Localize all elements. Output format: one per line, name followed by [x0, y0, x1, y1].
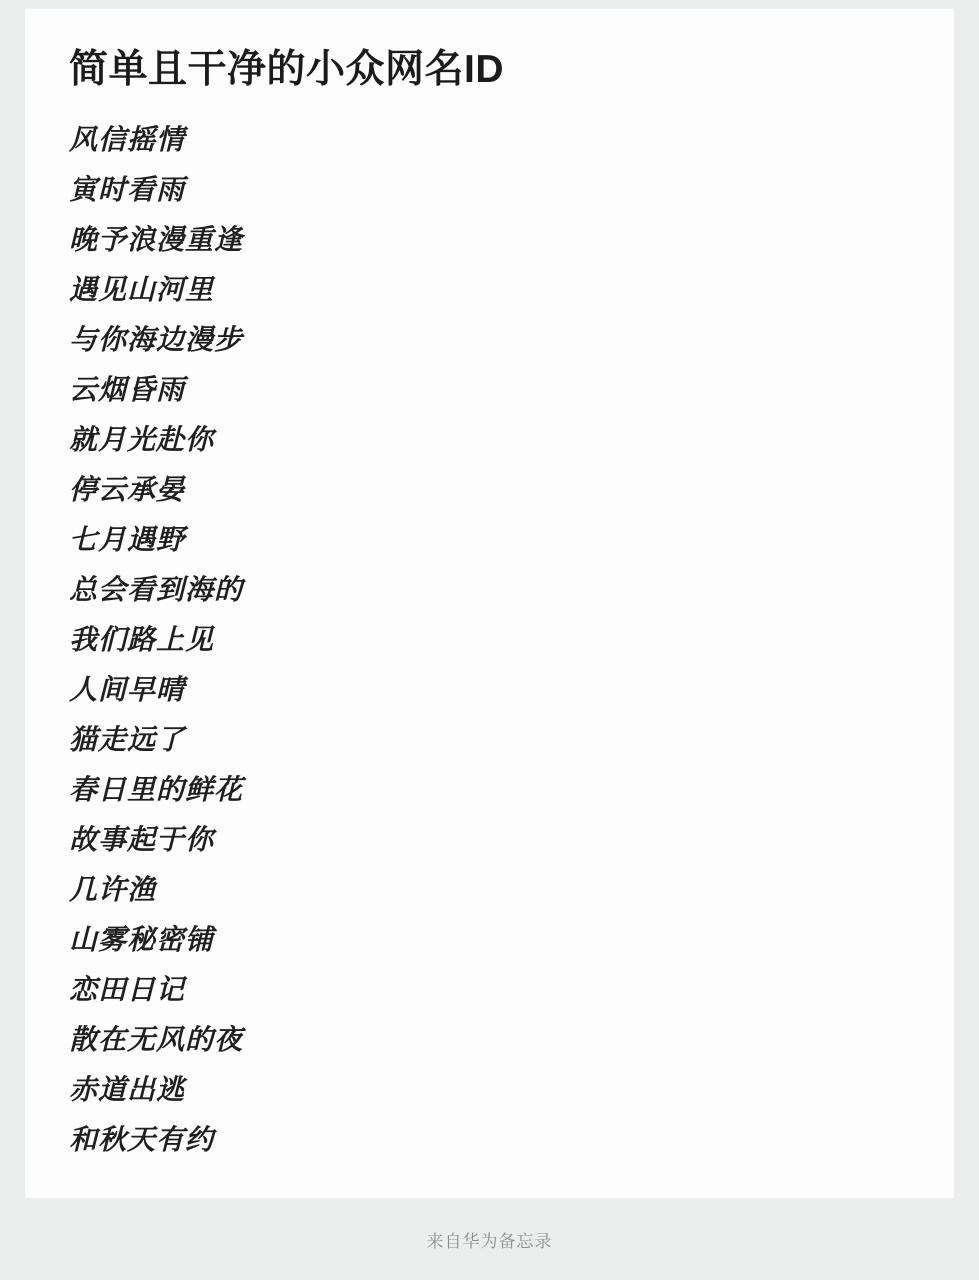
note-card — [25, 8, 954, 1198]
footer-bar — [0, 1198, 979, 1280]
list-item: 与你海边漫步 — [69, 323, 244, 355]
list-item: 散在无风的夜 — [69, 1023, 244, 1055]
list-item: 停云承晏 — [69, 473, 186, 505]
list-item: 恋田日记 — [69, 973, 186, 1005]
list-item: 云烟昏雨 — [69, 373, 186, 405]
note-line-list — [69, 115, 914, 1165]
list-item: 赤道出逃 — [69, 1073, 186, 1105]
list-item: 寅时看雨 — [69, 173, 186, 205]
source-label: 来自华为备忘录 — [426, 1231, 553, 1251]
list-item: 人间早晴 — [69, 673, 186, 705]
list-item: 山雾秘密铺 — [69, 923, 215, 955]
list-item: 春日里的鲜花 — [69, 773, 244, 805]
list-item: 就月光赴你 — [69, 423, 215, 455]
list-item: 和秋天有约 — [69, 1123, 215, 1155]
card-top-divider — [25, 8, 954, 9]
list-item: 总会看到海的 — [69, 573, 244, 605]
note-content — [25, 8, 954, 1165]
list-item: 风信摇情 — [69, 123, 186, 155]
list-item: 七月遇野 — [69, 523, 186, 555]
page-title: 简单且干净的小众网名ID — [69, 48, 505, 91]
list-item: 遇见山河里 — [69, 273, 215, 305]
list-item: 几许渔 — [69, 873, 157, 905]
list-item: 猫走远了 — [69, 723, 186, 755]
list-item: 故事起于你 — [69, 823, 215, 855]
list-item: 我们路上见 — [69, 623, 215, 655]
list-item: 晚予浪漫重逢 — [69, 223, 244, 255]
